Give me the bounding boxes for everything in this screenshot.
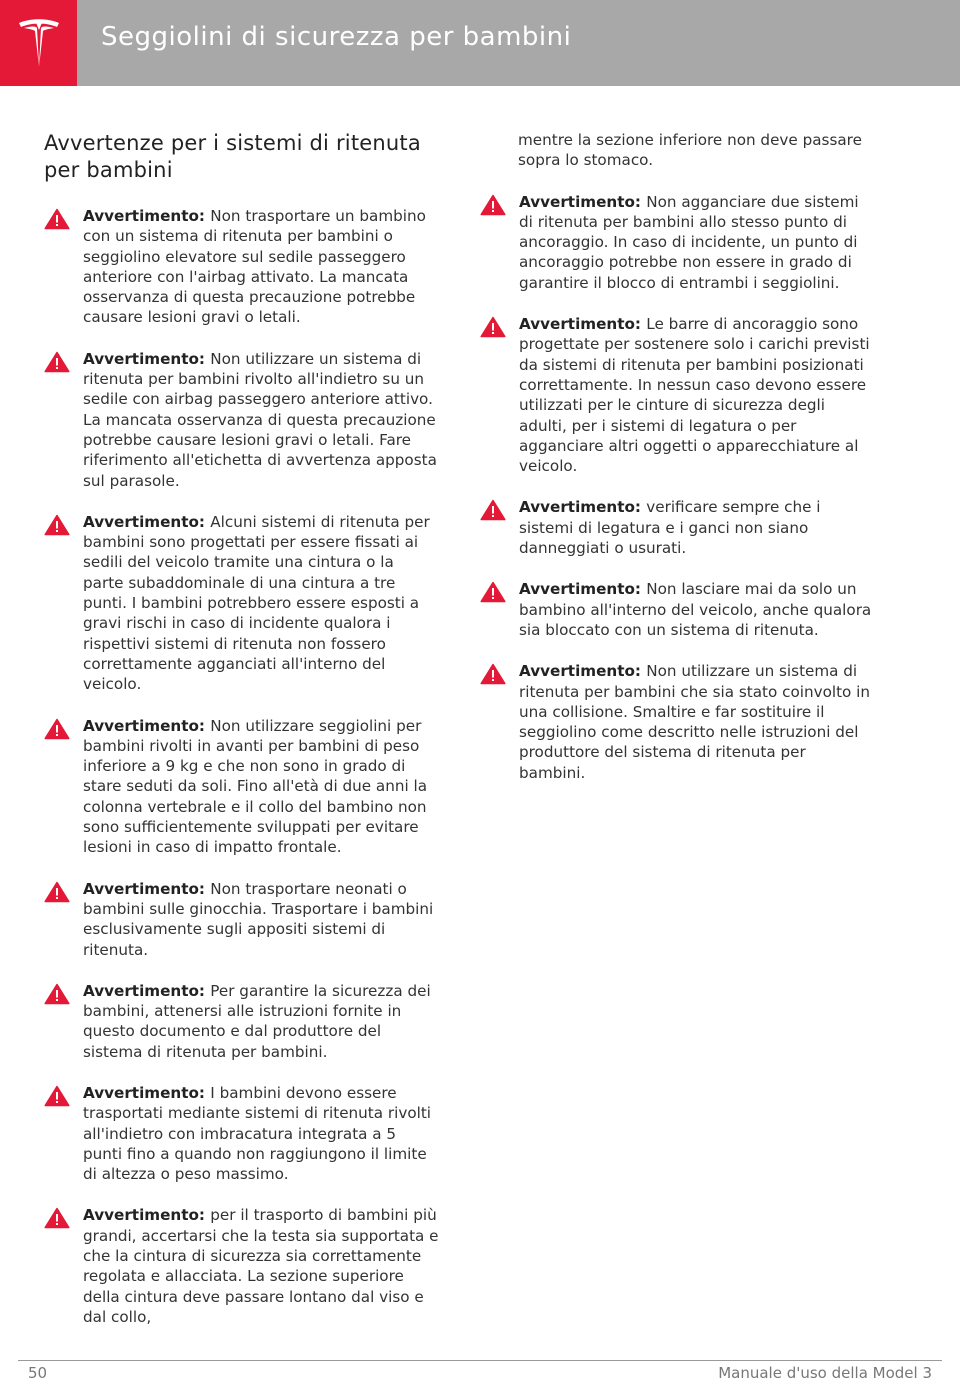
warning-triangle-icon: [480, 316, 506, 338]
warning-item: [480, 192, 875, 293]
page-number: 50: [28, 1364, 48, 1382]
right-warning-list: [480, 192, 875, 783]
warning-triangle-icon: [44, 1207, 70, 1229]
left-warning-list: [44, 206, 439, 1327]
warning-text: Non trasportare un bambino con un sistema di ritenuta per bambini o seggiolino elevatore sul sedile passeggero anteriore con l'airbag attivato. La mancata osservanza di questa precauzione potrebbe causare lesioni gravi o letali.: [83, 207, 426, 327]
right-column: [480, 130, 875, 804]
warning-text: I bambini devono essere trasportati mediante sistemi di ritenuta rivolti all'indietro con imbracatura integrata a 5 punti fino a quando non raggiungono il limite di altezza o peso massimo.: [83, 1083, 432, 1184]
warning-label: Avvertimento:: [519, 580, 647, 599]
warning-triangle-icon: [44, 208, 70, 230]
warning-label: Avvertimento:: [83, 349, 211, 368]
warning-label: Avvertimento:: [83, 1206, 211, 1225]
warning-item: [480, 314, 875, 476]
warning-item: [44, 879, 439, 960]
warning-label: Avvertimento:: [519, 498, 647, 517]
warning-label: Avvertimento:: [83, 1083, 211, 1102]
warning-text: Non utilizzare un sistema di ritenuta per bambini rivolto all'indietro su un sedile con airbag passeggero anteriore attivo. La mancata osservanza di questa precauzione potrebbe causare lesioni gravi o letali. Fare riferimento all'etichetta di avvertenza apposta sul parasole.: [83, 349, 437, 490]
warning-text: per il trasporto di bambini più grandi, accertarsi che la testa sia supportata e che la cintura di sicurezza sia correttamente regolata e allacciata. La sezione superiore della cintura deve passare lontano dal viso e dal collo,: [83, 1206, 439, 1326]
warning-item: [44, 206, 439, 328]
warning-triangle-icon: [44, 983, 70, 1005]
warning-text: Non utilizzare un sistema di ritenuta per bambini che sia stato coinvolto in una collisione. Smaltire e far sostituire il seggiolino come descritto nelle istruzioni del produttore del sistema di ritenuta per bambini.: [519, 662, 871, 782]
warning-item: [44, 981, 439, 1062]
warning-label: Avvertimento:: [83, 512, 211, 531]
continuation-text: mentre la sezione inferiore non deve passare sopra lo stomaco.: [518, 131, 862, 170]
warning-text: Non lasciare mai da solo un bambino all'interno del veicolo, anche qualora sia bloccato con un sistema di ritenuta.: [519, 580, 872, 639]
warning-label: Avvertimento:: [519, 192, 647, 211]
warning-item: [44, 1205, 439, 1327]
warning-triangle-icon: [480, 663, 506, 685]
warning-triangle-icon: [480, 499, 506, 521]
warning-label: Avvertimento:: [83, 879, 211, 898]
warning-label: Avvertimento:: [519, 662, 647, 681]
tesla-logo: [0, 0, 77, 86]
warning-text: Le barre di ancoraggio sono progettate per sostenere solo i carichi previsti da sistemi di ritenuta per bambini posizionati correttamente. In nessun caso devono essere utilizzati per le cinture di sicurezza degli adulti, per i sistemi di legatura o per agganciare altri oggetti o apparecchiature al veicolo.: [519, 315, 870, 476]
warning-text: Non trasportare neonati o bambini sulle ginocchia. Trasportare i bambini esclusivamente sugli appositi sistemi di ritenuta.: [83, 879, 434, 959]
warning-label: Avvertimento:: [83, 716, 211, 735]
warning-item: [480, 497, 875, 558]
warning-text: Non utilizzare seggiolini per bambini rivolti in avanti per bambini di peso inferiore a 9 kg e che non sono in grado di stare seduti da soli. Fino all'età di due anni la colonna vertebrale e il collo del bambino non sono sufficientemente sviluppati per evitare lesioni in caso di impatto frontale.: [83, 716, 428, 857]
left-column: [44, 130, 439, 1348]
warning-item: [44, 716, 439, 858]
section-title: Avvertenze per i sistemi di ritenuta per bambini: [44, 131, 421, 182]
warning-triangle-icon: [44, 718, 70, 740]
warning-item: [44, 512, 439, 695]
warning-label: Avvertimento:: [83, 981, 211, 1000]
warning-item: [480, 579, 875, 640]
warning-item: [44, 1083, 439, 1184]
footer-divider: [18, 1360, 942, 1361]
warning-triangle-icon: [44, 351, 70, 373]
warning-item: [44, 349, 439, 491]
warning-triangle-icon: [480, 581, 506, 603]
warning-label: Avvertimento:: [519, 315, 647, 334]
warning-label: Avvertimento:: [83, 207, 211, 225]
manual-title: Manuale d'uso della Model 3: [718, 1364, 932, 1382]
warning-text: Per garantire la sicurezza dei bambini, attenersi alle istruzioni fornite in questo documento e dal produttore del sistema di ritenuta per bambini.: [83, 981, 431, 1061]
warning-text: verificare sempre che i sistemi di legatura e i ganci non siano danneggiati o usurati.: [519, 498, 821, 558]
warning-triangle-icon: [44, 1085, 70, 1107]
warning-triangle-icon: [44, 514, 70, 536]
warning-triangle-icon: [480, 194, 506, 216]
page-header: [0, 0, 960, 86]
warning-item: [480, 661, 875, 783]
page-title: Seggiolini di sicurezza per bambini: [101, 22, 572, 52]
warning-text: Non agganciare due sistemi di ritenuta per bambini allo stesso punto di ancoraggio. In caso di incidente, un punto di ancoraggio potrebbe non essere in grado di garantire il blocco di entrambi i seggiolini.: [519, 192, 859, 292]
warning-text: Alcuni sistemi di ritenuta per bambini sono progettati per essere fissati ai sedili del veicolo tramite una cintura o la parte subaddominale di una cintura a tre punti. I bambini potrebbero essere esposti a gravi rischi in caso di incidente qualora i rispettivi sistemi di ritenuta non fossero correttamente agganciati all'interno del veicolo.: [83, 512, 430, 694]
warning-triangle-icon: [44, 881, 70, 903]
tesla-logo-icon: [16, 17, 62, 69]
